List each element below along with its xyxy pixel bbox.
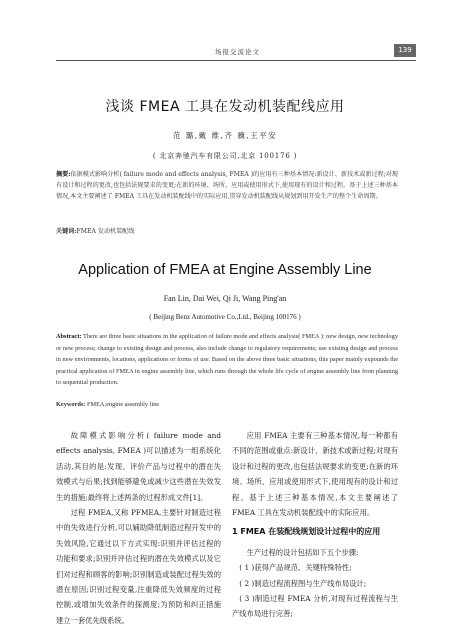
cn-keywords-text: FMEA 发动机装配线 (76, 228, 135, 235)
en-keywords (56, 401, 398, 408)
body-paragraph: 生产过程的设计包括如下五个步骤: (246, 547, 359, 557)
en-keywords-label: Keywords: (56, 401, 86, 408)
body-paragraph: 故障模式影响分析( failure mode and effects analysis, FMEA )可以描述为一组系统化活动,其目的是:发现、评价产品与过程中的潜在失效模式与后果;找到能够避免或减少这些潜在失效发生的措施;最终将上述两条的过程形成文件[1]。 (56, 431, 221, 502)
body-paragraph: 过程 FMEA,又称 PFMEA,主要针对制造过程中的失效进行分析,可以辅助降低制造过程开发中的失效风险,它通过以下方式实现:识别并评估过程的功能和要求;识别并评估过程的潜在失效模式以及它们对过程和顾客的影响;识别制造或装配过程失效的潜在原因;识别过程变量,注重降低失效频度的过程控制,或增加失效条件的探测度;为预防和纠正措施建立一套优先级系统。 (56, 508, 221, 625)
en-keywords-text: FMEA;engine assembly line (86, 401, 160, 408)
body-right-column (232, 428, 398, 622)
cn-authors: 范 璐,戴 维,齐 骥,王平安 (172, 131, 278, 140)
header-divider (56, 60, 416, 61)
en-title: Application of FMEA at Engine Assembly Line (78, 262, 372, 278)
list-item: ( 3 )制造过程 FMEA 分析,对现有过程流程与生产线布局进行完善; (232, 594, 398, 619)
en-abstract-text: There are three basic situations in the application of failure mode and effects analysis( FMEA ): new design, new technology or new process; change to existing design and process, also include change to regulatory requirements; use existing design and process in new environments, locations, applications or forms of use. Based on the above three basic situations, this paper mainly expounds the practical application of FMEA in engine assembly line, which runs through the whole life cycle of engine assembly line from planning to sequential production. (56, 333, 398, 387)
body-left-column (56, 428, 221, 628)
header-band (0, 0, 450, 40)
en-authors: Fan Lin, Dai Wei, Qi Ji, Wang Ping'an (163, 294, 287, 303)
cn-abstract (56, 169, 398, 202)
en-affiliation: ( Beijing Benz Automotive Co.,Ltd., Beijing 100176 ) (149, 313, 301, 321)
cn-affiliation: ( 北京奔驰汽车有限公司,北京 100176 ) (152, 152, 298, 160)
cn-keywords-label: 关键词: (56, 228, 77, 235)
cn-abstract-label: 摘要: (56, 171, 71, 178)
cn-abstract-text: 依据模式影响分析( failure mode and effects analysis, FMEA )的应用有三种基本情况:新设计、新技术或新过程;对现有设计和过程的更改,也包括法规要求的变更;在新的环境、场所、应用或使用形式下,使用现有的设计和过程。基于上述三种基本情况,本文主要阐述了 FMEA 工具在发动机装配线中的实际应用,贯穿发动机装配线从规划到用开发生产的整个生命周期。 (56, 171, 398, 200)
en-abstract-label: Abstract: (56, 333, 82, 340)
page-number: 139 (394, 44, 416, 57)
section-heading: 1 FMEA 在装配线规划设计过程中的应用 (232, 527, 381, 537)
en-abstract (56, 331, 398, 389)
cn-title: 浅谈 FMEA 工具在发动机装配线应用 (105, 99, 345, 115)
list-item: ( 1 )获得产品规范、关键特殊特性; (239, 563, 352, 573)
cn-keywords (56, 226, 398, 235)
journal-header: 场报交流论文 (215, 48, 260, 56)
list-item: ( 2 )制造过程流程图与生产线布局设计; (239, 578, 367, 588)
body-paragraph: 应用 FMEA 主要有三种基本情况,每一种都有不同的范围或重点:新设计、新技术或新过程;对现有设计和过程的更改,也包括法规要求的变更;在新的环境、场所、应用或使用形式下,使用现有的设计和过程。基于上述三种基本情况,本文主要阐述了 FMEA 工具在发动机装配线中的实际应用。 (232, 431, 398, 518)
